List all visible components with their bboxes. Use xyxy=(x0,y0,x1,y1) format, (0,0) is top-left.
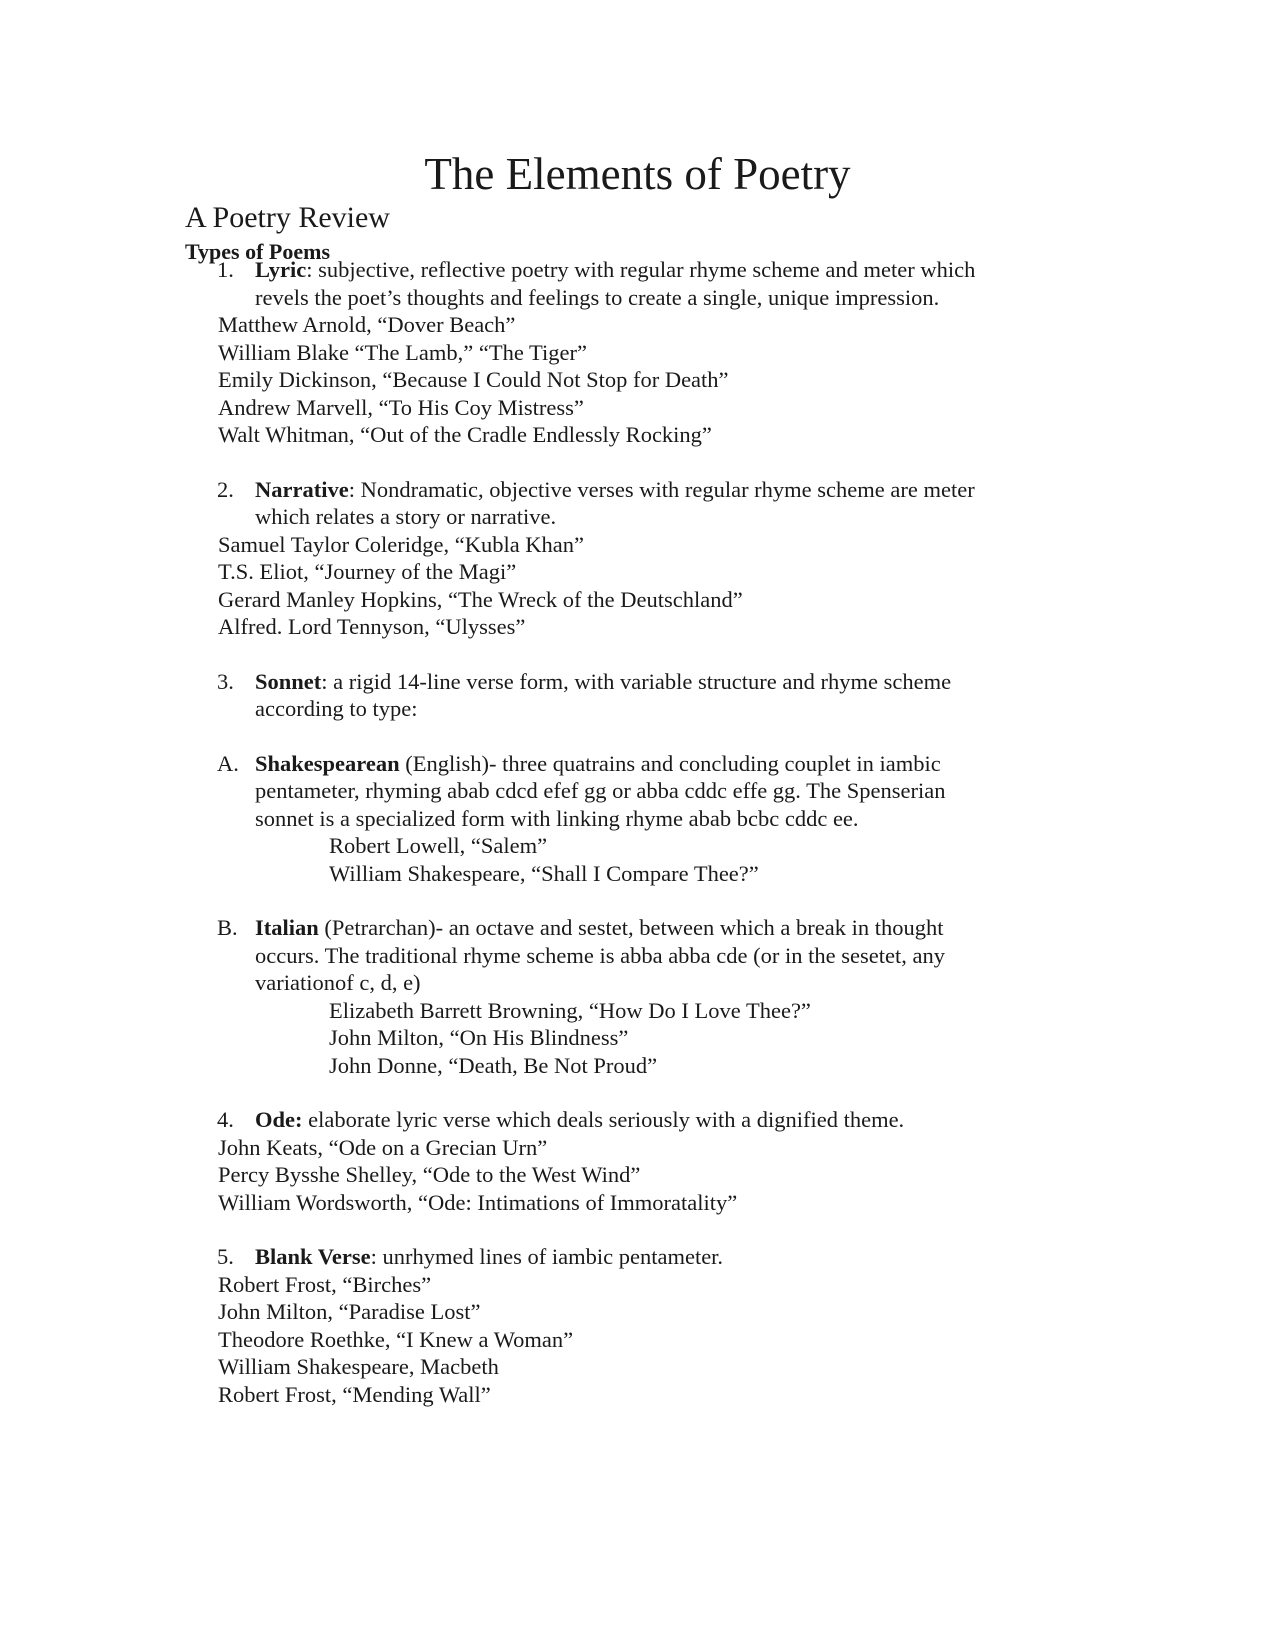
example-line: Samuel Taylor Coleridge, “Kubla Khan” xyxy=(218,532,585,557)
italian-definition-line xyxy=(255,914,944,942)
definition-text: : unrhymed lines of iambic pentameter. xyxy=(370,1244,724,1269)
example-line: Andrew Marvell, “To His Coy Mistress” xyxy=(218,395,584,420)
italian-definition-line: occurs. The traditional rhyme scheme is abba abba cde (or in the sesetet, any xyxy=(255,943,945,968)
definition-text: : Nondramatic, objective verses with regular rhyme scheme are meter xyxy=(348,477,975,502)
example-line: Robert Frost, “Mending Wall” xyxy=(218,1382,491,1407)
term: Narrative xyxy=(255,477,349,502)
shakespearean-definition-line: pentameter, rhyming abab cdcd efef gg or abba cddc effe gg. The Spenserian xyxy=(255,778,946,803)
sonnet-definition-line: according to type: xyxy=(255,696,418,721)
sonnet-definition-line xyxy=(255,668,951,696)
example-line: Robert Lowell, “Salem” xyxy=(329,833,548,858)
definition-text: (English)- three quatrains and concluding couplet in iambic xyxy=(399,751,941,776)
section-heading: Types of Poems xyxy=(185,239,331,264)
example-line: Matthew Arnold, “Dover Beach” xyxy=(218,312,516,337)
item-letter: B. xyxy=(217,915,238,940)
example-line: Robert Frost, “Birches” xyxy=(218,1272,432,1297)
ode-definition-line xyxy=(255,1106,904,1134)
term: Shakespearean xyxy=(255,751,400,776)
blank-verse-definition-line xyxy=(255,1243,723,1271)
page-title: The Elements of Poetry xyxy=(424,149,851,199)
page-subtitle: A Poetry Review xyxy=(185,201,390,234)
definition-text: (Petrarchan)- an octave and sestet, between which a break in thought xyxy=(318,915,944,940)
example-line: Percy Bysshe Shelley, “Ode to the West Wind” xyxy=(218,1162,641,1187)
term: Lyric xyxy=(255,257,307,282)
lyric-definition-line: revels the poet’s thoughts and feelings to create a single, unique impression. xyxy=(255,285,940,310)
italian-definition-line: variationof c, d, e) xyxy=(255,970,421,995)
lyric-definition-line xyxy=(255,256,975,284)
example-line: Elizabeth Barrett Browning, “How Do I Love Thee?” xyxy=(329,998,811,1023)
example-line: John Donne, “Death, Be Not Proud” xyxy=(329,1053,658,1078)
term: Ode: xyxy=(255,1107,303,1132)
example-line: John Keats, “Ode on a Grecian Urn” xyxy=(218,1135,548,1160)
example-line: John Milton, “Paradise Lost” xyxy=(218,1299,481,1324)
example-line: William Shakespeare, Macbeth xyxy=(218,1354,499,1379)
example-line: Theodore Roethke, “I Knew a Woman” xyxy=(218,1327,574,1352)
item-letter: A. xyxy=(217,751,239,776)
example-line: Alfred. Lord Tennyson, “Ulysses” xyxy=(218,614,526,639)
definition-text: : a rigid 14-line verse form, with variable structure and rhyme scheme xyxy=(321,669,952,694)
term: Blank Verse xyxy=(255,1244,371,1269)
narrative-definition-line xyxy=(255,476,975,504)
term: Italian xyxy=(255,915,319,940)
example-line: William Shakespeare, “Shall I Compare Thee?” xyxy=(329,861,759,886)
example-line: William Wordsworth, “Ode: Intimations of Immoratality” xyxy=(218,1190,738,1215)
item-number: 5. xyxy=(217,1244,234,1269)
narrative-definition-line: which relates a story or narrative. xyxy=(255,504,557,529)
example-line: T.S. Eliot, “Journey of the Magi” xyxy=(218,559,517,584)
example-line: Walt Whitman, “Out of the Cradle Endlessly Rocking” xyxy=(218,422,712,447)
example-line: Emily Dickinson, “Because I Could Not Stop for Death” xyxy=(218,367,729,392)
term: Sonnet xyxy=(255,669,322,694)
item-number: 4. xyxy=(217,1107,234,1132)
definition-text: elaborate lyric verse which deals seriously with a dignified theme. xyxy=(302,1107,905,1132)
definition-text: : subjective, reflective poetry with regular rhyme scheme and meter which xyxy=(306,257,976,282)
example-line: John Milton, “On His Blindness” xyxy=(329,1025,629,1050)
shakespearean-definition-line xyxy=(255,750,941,778)
item-number: 3. xyxy=(217,669,234,694)
example-line: Gerard Manley Hopkins, “The Wreck of the Deutschland” xyxy=(218,587,743,612)
example-line: William Blake “The Lamb,” “The Tiger” xyxy=(218,340,587,365)
shakespearean-definition-line: sonnet is a specialized form with linking rhyme abab bcbc cddc ee. xyxy=(255,806,859,831)
item-number: 1. xyxy=(217,257,234,282)
item-number: 2. xyxy=(217,477,234,502)
